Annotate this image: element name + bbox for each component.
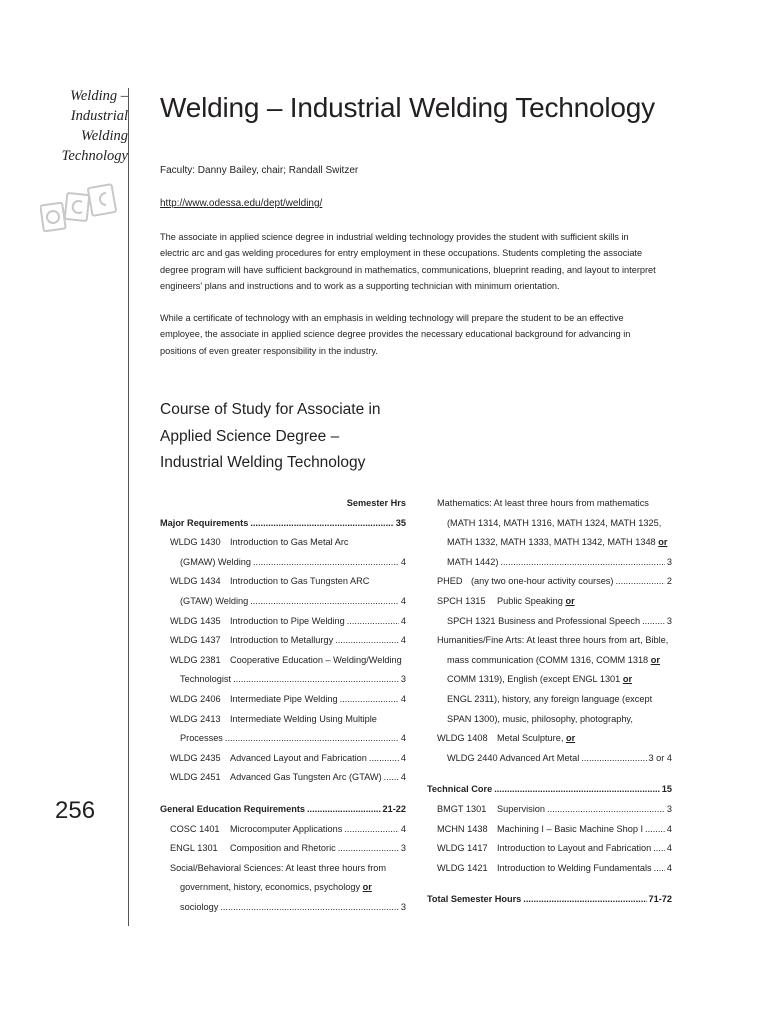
math-line <box>427 553 672 573</box>
course-hours: 3 or 4 <box>648 752 672 763</box>
course-hours: 3 <box>666 556 672 567</box>
general-education-heading <box>160 800 406 820</box>
sidebar-title-line: Welding <box>81 128 128 144</box>
course-code: WLDG 1437 <box>170 635 221 646</box>
course-code: BMGT 1301 <box>437 803 487 814</box>
course-row-cont <box>160 592 406 612</box>
odessa-college-logo-icon <box>40 182 120 238</box>
course-hours: 4 <box>666 823 672 834</box>
department-url-link[interactable]: http://www.odessa.edu/dept/welding/ <box>160 198 323 209</box>
technical-core-hours: 15 <box>661 784 672 795</box>
course-name: Advanced Gas Tungsten Arc (GTAW) <box>230 772 382 783</box>
course-name: Supervision <box>497 803 546 814</box>
social-sciences-line: Social/Behavioral Sciences: At least three hours from <box>170 862 387 873</box>
course-code: SPCH 1315 <box>437 595 486 606</box>
course-row <box>427 572 672 592</box>
course-code: WLDG 2381 <box>170 654 221 665</box>
course-row <box>427 800 672 820</box>
social-sciences-text: sociology <box>180 901 219 912</box>
course-code: WLDG 1421 <box>437 862 488 873</box>
course-code: PHED <box>437 576 463 587</box>
course-list-left <box>160 494 406 917</box>
major-requirements-heading <box>160 514 406 534</box>
course-row-cont <box>160 670 406 690</box>
intro-paragraph: The associate in applied science degree in industrial welding technology provides the student with sufficient skills in electric arc and gas welding procedures for entry employment in these occupations. Students completing the associate degree program will have sufficient background in mathematics, communications, blueprint reading, and layout to interpret engineers' plans and instructions and to work as a supporting technician with minimum orientation. <box>160 232 656 291</box>
course-row <box>160 533 406 553</box>
course-name-cont: Technologist <box>180 674 232 685</box>
course-name-cont: Processes <box>180 733 223 744</box>
course-name-cont: WLDG 2440 Advanced Art Metal <box>447 752 580 763</box>
course-name: Intermediate Pipe Welding <box>230 693 338 704</box>
math-line: (MATH 1314, MATH 1316, MATH 1324, MATH 1325, <box>447 517 662 528</box>
course-code: WLDG 2435 <box>170 752 221 763</box>
course-row-cont <box>427 749 672 769</box>
course-row <box>427 820 672 840</box>
course-row <box>160 710 406 730</box>
humanities-line: SPAN 1300), music, philosophy, photography, <box>447 713 633 724</box>
course-hours: 4 <box>666 862 672 873</box>
course-hours: 4 <box>400 693 406 704</box>
course-row <box>160 651 406 671</box>
gen-ed-label: General Education Requirements <box>160 803 305 814</box>
humanities-line <box>427 651 672 671</box>
course-row <box>160 572 406 592</box>
course-code: COSC 1401 <box>170 823 220 834</box>
humanities-line: Humanities/Fine Arts: At least three hours from art, Bible, <box>437 635 669 646</box>
course-title-line: Course of Study for Associate in <box>160 401 381 418</box>
course-row-cont <box>160 729 406 749</box>
course-row <box>160 631 406 651</box>
course-hours: 4 <box>400 556 406 567</box>
page-number: 256 <box>55 797 96 824</box>
sidebar-title-line: Welding – <box>70 88 128 104</box>
total-semester-hours <box>427 890 672 910</box>
course-name: Cooperative Education – Welding/Welding <box>230 654 402 665</box>
or-marker: or <box>565 733 576 744</box>
course-code: WLDG 2413 <box>170 713 221 724</box>
or-marker: or <box>362 882 372 893</box>
course-name: Microcomputer Applications <box>230 823 343 834</box>
sidebar-title-line: Technology <box>61 148 128 164</box>
total-label: Total Semester Hours <box>427 894 522 905</box>
or-marker: or <box>622 674 633 685</box>
certificate-paragraph: While a certificate of technology with an emphasis in welding technology will prepare the student to be an effective employee, the associate in applied science degree provides the necessary educational background for advancing in positions of even greater responsibility in the industry. <box>160 313 631 356</box>
course-hours: 3 <box>400 843 406 854</box>
course-name-cont: (GMAW) Welding <box>180 556 251 567</box>
course-code: WLDG 1417 <box>437 843 488 854</box>
course-hours: 4 <box>400 752 406 763</box>
gen-ed-hours: 21-22 <box>382 803 406 814</box>
humanities-text: COMM 1319), English (except ENGL 1301 <box>447 674 621 685</box>
course-row-cont <box>160 553 406 573</box>
social-sciences-line <box>160 898 406 918</box>
course-of-study-title <box>160 397 381 477</box>
or-marker: or <box>650 654 660 665</box>
math-text: MATH 1332, MATH 1333, MATH 1342, MATH 1348 <box>447 537 656 548</box>
humanities-text: mass communication (COMM 1316, COMM 1318 <box>447 654 649 665</box>
course-row-cont <box>427 612 672 632</box>
course-hours: 3 <box>666 803 672 814</box>
course-code: WLDG 1434 <box>170 576 221 587</box>
total-hours: 71-72 <box>648 894 672 905</box>
course-code: MCHN 1438 <box>437 823 488 834</box>
course-hours: 4 <box>400 635 406 646</box>
course-name: Introduction to Metallurgy <box>230 635 334 646</box>
course-hours: 4 <box>400 823 406 834</box>
course-name-cont: SPCH 1321 Business and Professional Speech <box>447 615 641 626</box>
social-sciences-line <box>160 878 406 898</box>
course-hours: 4 <box>400 615 406 626</box>
course-name: Advanced Layout and Fabrication <box>230 752 367 763</box>
course-name-cont: (GTAW) Welding <box>180 595 249 606</box>
page-title: Welding – Industrial Welding Technology <box>160 92 655 123</box>
math-line <box>427 533 672 553</box>
course-row <box>160 768 406 788</box>
sidebar-title-line: Industrial <box>70 108 128 124</box>
course-row <box>160 839 406 859</box>
course-name: Composition and Rhetoric <box>230 843 336 854</box>
course-code: WLDG 1408 <box>437 733 488 744</box>
course-name: Introduction to Gas Tungsten ARC <box>230 576 370 587</box>
course-row <box>427 859 672 879</box>
math-text: MATH 1442) <box>447 556 499 567</box>
social-sciences-text: government, history, economics, psychology <box>180 882 361 893</box>
course-name: Introduction to Layout and Fabrication <box>497 843 652 854</box>
course-code: WLDG 1430 <box>170 537 221 548</box>
course-title-line: Industrial Welding Technology <box>160 454 366 471</box>
course-hours: 4 <box>400 772 406 783</box>
course-row <box>160 820 406 840</box>
course-code: WLDG 2406 <box>170 693 221 704</box>
or-marker: or <box>565 595 575 606</box>
humanities-line: ENGL 2311), history, any foreign language (except <box>447 693 653 704</box>
course-hours: 4 <box>666 843 672 854</box>
course-name: Public Speaking <box>497 595 563 606</box>
course-row <box>160 749 406 769</box>
course-name: Machining I – Basic Machine Shop I <box>497 823 644 834</box>
course-hours: 3 <box>400 901 406 912</box>
course-hours: 4 <box>400 595 406 606</box>
course-hours: 4 <box>400 733 406 744</box>
course-row <box>160 690 406 710</box>
course-list-right <box>427 494 672 910</box>
major-label: Major Requirements <box>160 517 249 528</box>
course-code: WLDG 1435 <box>170 615 221 626</box>
technical-core-label: Technical Core <box>427 784 493 795</box>
course-name: Intermediate Welding Using Multiple <box>230 713 377 724</box>
or-marker: or <box>658 537 668 548</box>
technical-core-heading <box>427 780 672 800</box>
course-row <box>427 839 672 859</box>
course-row <box>427 592 672 612</box>
major-hours: 35 <box>395 517 406 528</box>
course-row <box>160 612 406 632</box>
course-row <box>427 729 672 749</box>
course-code: ENGL 1301 <box>170 843 218 854</box>
semester-hrs-header: Semester Hrs <box>346 498 406 508</box>
humanities-line <box>427 670 672 690</box>
course-name: Introduction to Pipe Welding <box>230 615 345 626</box>
math-line: Mathematics: At least three hours from mathematics <box>437 498 649 508</box>
sidebar-section-title <box>8 86 128 166</box>
faculty-line: Faculty: Danny Bailey, chair; Randall Switzer <box>160 165 359 176</box>
course-title-line: Applied Science Degree – <box>160 427 340 445</box>
course-code: WLDG 2451 <box>170 772 221 783</box>
course-name: (any two one-hour activity courses) <box>471 576 614 587</box>
course-hours: 3 <box>666 615 672 626</box>
course-hours: 2 <box>666 576 672 587</box>
course-hours: 3 <box>400 674 406 685</box>
course-name: Introduction to Welding Fundamentals <box>497 862 652 873</box>
margin-rule <box>128 88 129 926</box>
course-name: Metal Sculpture, <box>497 733 564 744</box>
course-name: Introduction to Gas Metal Arc <box>230 537 349 548</box>
